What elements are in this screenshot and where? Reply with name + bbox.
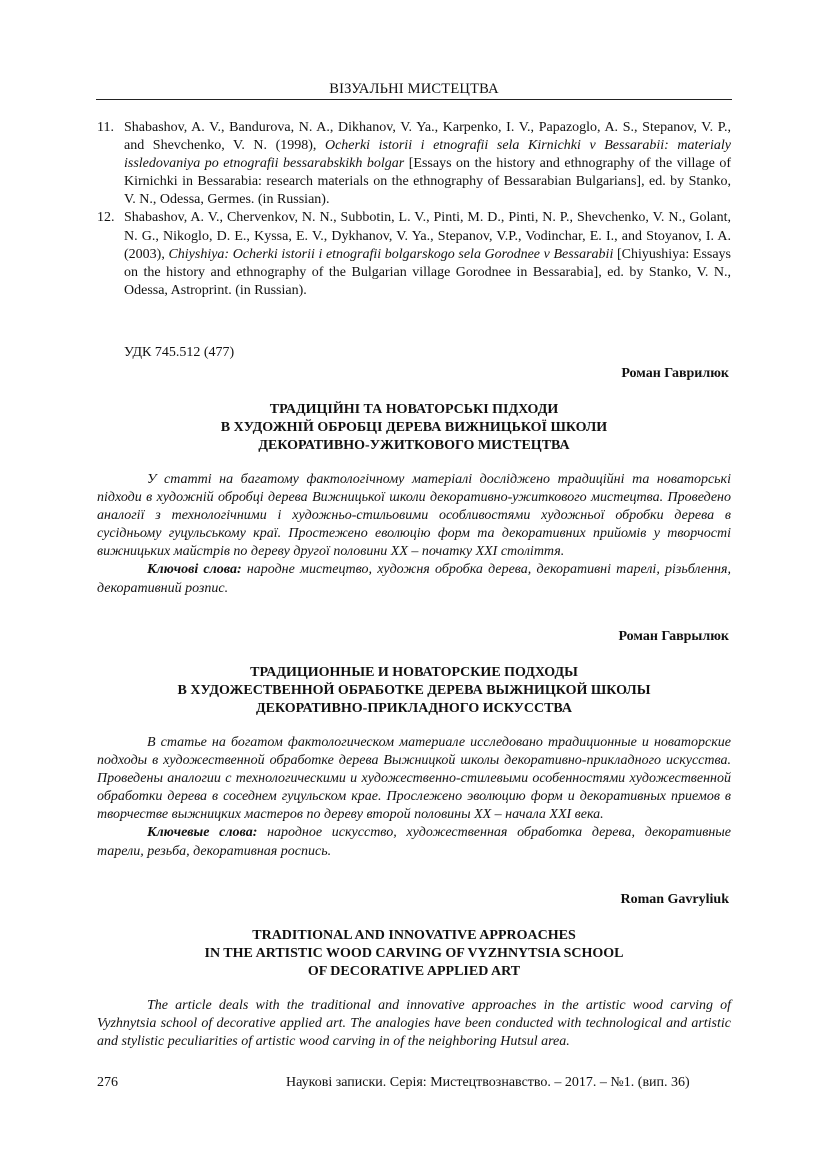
keywords-text: народне мистецтво, художня обробка дерева, декоративні тарелі, різьблення, декоративний розпис.	[97, 562, 731, 596]
reference-details: [Chiyushiya: Essays on the history and ethnography of the Bulgarian village Gorodnee in Bessarabia], ed. by Stanko, V. N., Odessa, Astroprint. (in Russian).	[124, 246, 731, 298]
author-name-uk: Роман Гаврилюк	[621, 366, 729, 381]
abstract-text: У статті на багатому фактологічному матеріалі досліджено традиційні та новаторські підходи в художній обробці дерева Вижницької школи декоративно-ужиткового мистецтва. Проведено аналогії з технологічними і художньо-стильовими особливостями художньої обробки дерева в сусідньому гуцульському краї. Простежено еволюцію форм та декоративних прийомів у творчості вижницьких майстрів по дереву другої половини ХХ – початку ХХІ століття.	[97, 472, 731, 560]
reference-details: [Essays on the history and ethnography of the village of Kirnichki in Bessarabia: research materials on the ethnography of Bessarabian Bulgarians], ed. by Stanko, V. N., Odessa, Germes. (in Russian).	[124, 156, 732, 208]
article-title-uk	[97, 401, 731, 455]
keywords	[97, 824, 731, 860]
title-line: ТРАДИЦІЙНІ ТА НОВАТОРСЬКІ ПІДХОДИ	[269, 402, 559, 417]
keywords-label: Ключові слова:	[147, 562, 242, 578]
title-line: ТРАДИЦИОННЫЕ И НОВАТОРСКИЕ ПОДХОДЫ	[250, 665, 578, 680]
abstract-ru	[97, 734, 731, 861]
author-name-en: Roman Gavryliuk	[620, 892, 729, 907]
page-number: 276	[97, 1075, 118, 1090]
reference-number: 12.	[97, 210, 115, 226]
abstract-text: The article deals with the traditional and innovative approaches in the artistic wood carving of Vyzhnytsia school of decorative applied art. The analogies have been conducted with technological and artistic and stylistic peculiarities of artistic wood carving in of the neighboring Hutsul area.	[97, 998, 731, 1050]
header-rule	[96, 99, 732, 100]
udk-code: УДК 745.512 (477)	[124, 345, 235, 360]
reference-authors: Shabashov, A. V., Chervenkov, N. N., Subbotin, L. V., Pinti, M. D., Pinti, N. P., Shevchenko, V. N., Golant, N. G., Nikoglo, D. E., Kyssa, E. V., Dykhanov, V. Ya., Stepanov, V.P., Vodinchar, E. I., and Stoyanov, I. A. (2003),	[124, 210, 731, 262]
title-line: В ХУДОЖНІЙ ОБРОБЦІ ДЕРЕВА ВИЖНИЦЬКОЇ ШКОЛИ	[220, 420, 608, 435]
title-line: TRADITIONAL AND INNOVATIVE APPROACHES	[252, 928, 576, 943]
title-line: В ХУДОЖЕСТВЕННОЙ ОБРАБОТКЕ ДЕРЕВА ВЫЖНИЦКОЙ ШКОЛЫ	[177, 683, 651, 698]
reference-text	[124, 209, 731, 299]
reference-title: Ocherki istorii i etnografii sela Kirnichki v Bessarabii: materialy issledovaniya po etnografii bessarabskikh bolgar	[124, 138, 731, 172]
author-name-ru: Роман Гаврылюк	[618, 629, 729, 644]
abstract-uk	[97, 471, 731, 598]
title-line: ДЕКОРАТИВНО-УЖИТКОВОГО МИСТЕЦТВА	[258, 438, 570, 453]
journal-citation: Наукові записки. Серія: Мистецтвознавство. – 2017. – №1. (вип. 36)	[286, 1075, 690, 1090]
article-title-ru	[97, 664, 731, 718]
abstract-text: В статье на богатом фактологическом материале исследовано традиционные и новаторские подходы в художественной обработке дерева Выжницкой школы декоративно-прикладного искусства. Проведены аналогии с технологическими и художественно-стилевыми особенностями художественной обработки дерева в соседнем гуцульском крае. Прослежено эволюцию форм и декоративных приемов в творчестве выжницких мастеров по дереву второй половины ХХ – начала ХХІ века.	[97, 735, 731, 823]
title-line: OF DECORATIVE APPLIED ART	[307, 964, 521, 979]
keywords	[97, 561, 731, 597]
reference-text	[124, 119, 731, 209]
keywords-text: народное искусство, художественная обработка дерева, декоративные тарели, резьба, декоративная роспись.	[97, 825, 732, 859]
keywords-label: Ключевые слова:	[147, 825, 258, 841]
abstract-en	[97, 997, 731, 1051]
reference-item	[97, 209, 731, 299]
reference-title: Chiyshiya: Ocherki istorii i etnografii bolgarskogo sela Gorodnee v Bessarabii	[168, 246, 614, 262]
reference-number: 11.	[97, 120, 114, 135]
running-head: ВІЗУАЛЬНІ МИСТЕЦТВА	[329, 81, 499, 97]
reference-item	[97, 119, 731, 209]
reference-list	[97, 119, 731, 300]
reference-authors: Shabashov, A. V., Bandurova, N. A., Dikhanov, V. Ya., Karpenko, I. V., Papazoglo, A. S., Stepanov, V. P., and Shevchenko, V. N. (1998),	[124, 120, 731, 154]
article-title-en	[97, 927, 731, 981]
title-line: IN THE ARTISTIC WOOD CARVING OF VYZHNYTSIA SCHOOL	[204, 946, 624, 961]
title-line: ДЕКОРАТИВНО-ПРИКЛАДНОГО ИСКУССТВА	[256, 701, 572, 716]
